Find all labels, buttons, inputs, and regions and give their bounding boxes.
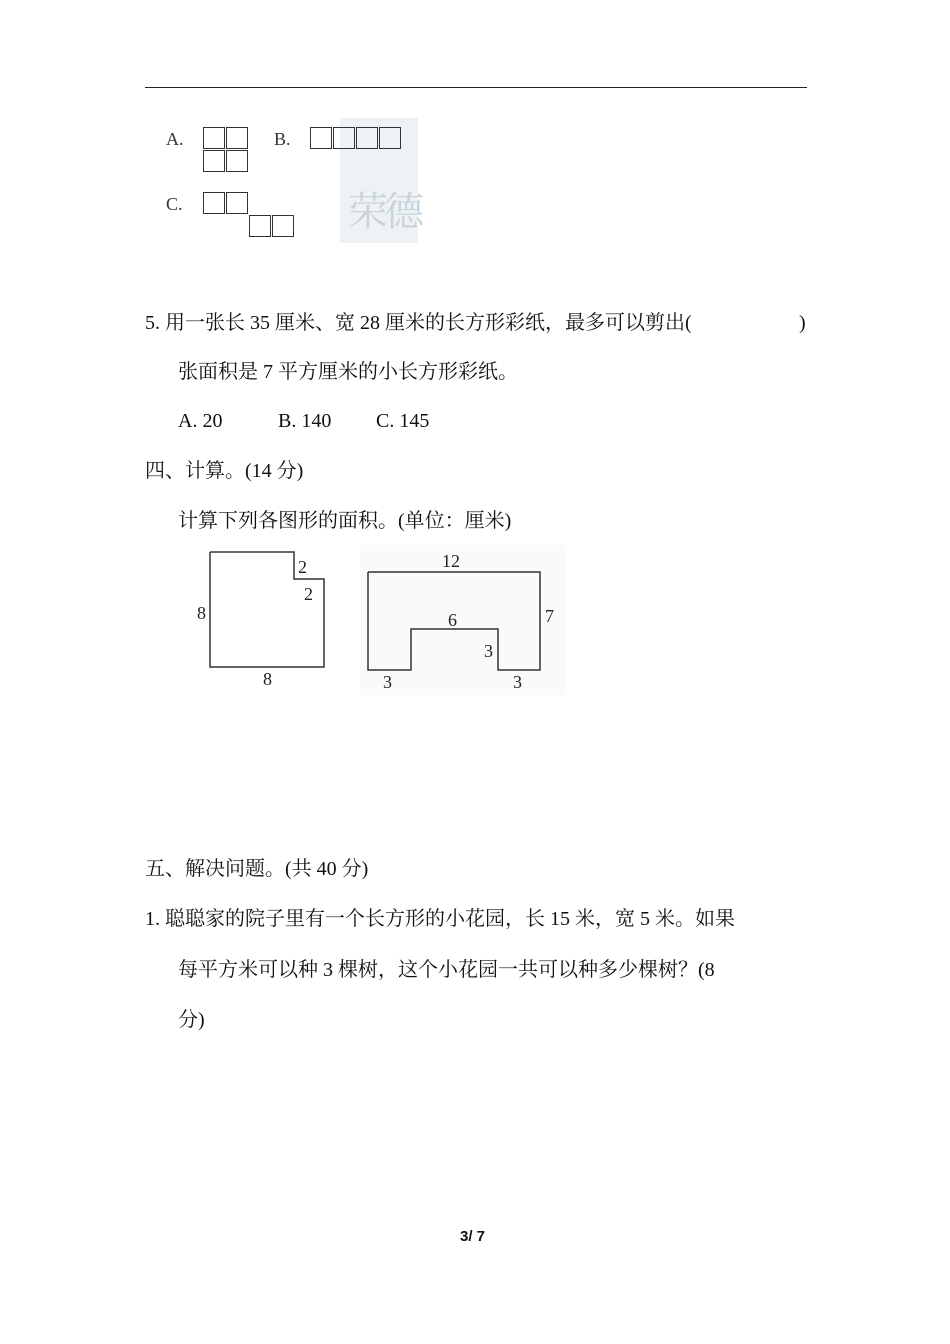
option-b-label: B. xyxy=(274,129,291,149)
figure-2-label-height: 7 xyxy=(545,606,554,626)
page-number: 3/ 7 xyxy=(460,1228,486,1245)
q5-choice-b: B. 140 xyxy=(278,410,332,432)
option-c-net-bottom xyxy=(249,215,295,238)
watermark-text: 荣德 xyxy=(348,189,420,235)
figure-1-label-notch-height: 2 xyxy=(304,584,313,604)
net-square xyxy=(272,215,294,237)
q5-paren-close: ) xyxy=(799,312,806,334)
q1-line2: 每平方米可以种 3 棵树，这个小花园一共可以种多少棵树？(8 xyxy=(178,959,715,981)
figure-2 xyxy=(360,545,565,695)
net-square xyxy=(249,215,271,237)
option-a-label: A. xyxy=(166,129,184,149)
net-square xyxy=(333,127,355,149)
net-square xyxy=(203,127,225,149)
figure-1-label-notch-width: 2 xyxy=(298,557,307,577)
option-b-net xyxy=(310,127,402,150)
net-square xyxy=(203,192,225,214)
q1-line1: 1. 聪聪家的院子里有一个长方形的小花园，长 15 米，宽 5 米。如果 xyxy=(145,908,735,930)
net-square xyxy=(226,150,248,172)
net-square xyxy=(203,150,225,172)
net-square xyxy=(379,127,401,149)
figure-1-label-height: 8 xyxy=(197,603,206,623)
q5-line1: 5. 用一张长 35 厘米、宽 28 厘米的长方形彩纸，最多可以剪出( xyxy=(145,312,692,334)
option-c-label: C. xyxy=(166,194,183,214)
figure-1 xyxy=(190,545,340,695)
section5-heading: 五、解决问题。(共 40 分) xyxy=(145,858,369,880)
figure-2-label-left-foot: 3 xyxy=(383,672,392,692)
figure-1-label-width: 8 xyxy=(263,669,272,689)
q5-line2: 张面积是 7 平方厘米的小长方形彩纸。 xyxy=(178,361,518,383)
net-square xyxy=(226,192,248,214)
figure-2-label-gap-height: 3 xyxy=(484,641,493,661)
option-c-net-top xyxy=(203,192,249,215)
net-square xyxy=(226,127,248,149)
figure-2-label-right-foot: 3 xyxy=(513,672,522,692)
figure-2-label-top-width: 12 xyxy=(442,551,460,571)
net-square xyxy=(310,127,332,149)
section4-instruction: 计算下列各图形的面积。(单位：厘米) xyxy=(178,510,512,532)
figure-2-label-gap-width: 6 xyxy=(448,610,457,630)
header-rule xyxy=(145,87,807,88)
q5-choice-a: A. 20 xyxy=(178,410,223,432)
section4-heading: 四、计算。(14 分) xyxy=(145,460,304,482)
option-a-net xyxy=(203,127,249,173)
q5-choice-c: C. 145 xyxy=(376,410,430,432)
net-square xyxy=(356,127,378,149)
q1-line3: 分) xyxy=(178,1009,205,1031)
